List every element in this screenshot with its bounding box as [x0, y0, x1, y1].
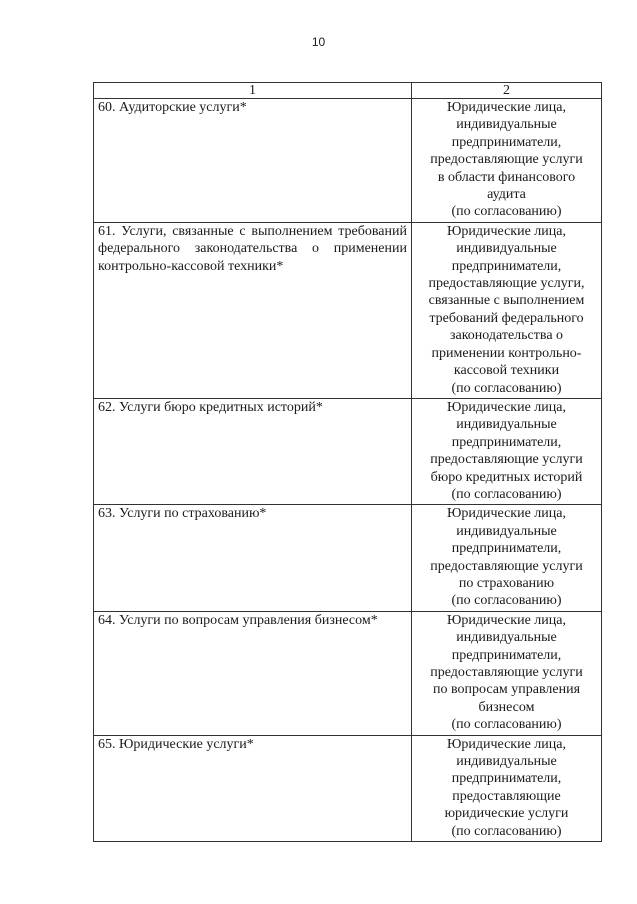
services-table — [93, 82, 602, 842]
provider-line: применении контрольно- — [431, 345, 582, 361]
provider-line: предоставляющие услуги — [430, 452, 583, 468]
provider-line: предоставляющие услуги — [430, 152, 583, 168]
provider-line: (по согласованию) — [451, 380, 562, 396]
table-row — [94, 398, 602, 504]
provider-cell — [412, 611, 602, 735]
provider-line: предоставляющие услуги — [430, 665, 583, 680]
table-row — [94, 99, 602, 223]
provider-line: Юридические лица, — [446, 506, 566, 522]
provider-line: индивидуальные — [456, 417, 557, 433]
provider-line: индивидуальные — [456, 241, 557, 257]
provider-cell — [412, 222, 602, 398]
provider-line: индивидуальные — [456, 754, 557, 770]
provider-line: предприниматели, — [451, 258, 562, 274]
provider-line: законодательства о — [449, 328, 564, 344]
provider-line: Юридические лица, — [446, 612, 566, 628]
provider-line: требований федерального — [429, 310, 584, 326]
service-cell: 65. Юридические услуги* — [94, 735, 412, 841]
service-cell: 63. Услуги по страхованию* — [94, 505, 412, 611]
provider-line: Юридические лица, — [446, 223, 566, 239]
provider-line: по страхованию — [458, 575, 555, 591]
provider-line: (по согласованию) — [451, 486, 562, 502]
provider-line: юридические услуги — [444, 806, 569, 822]
table-header-row — [94, 83, 602, 99]
service-cell: 64. Услуги по вопросам управления бизнесом* — [94, 611, 412, 735]
provider-line: предоставляющие услуги, — [428, 276, 585, 292]
service-cell: 60. Аудиторские услуги* — [94, 99, 412, 223]
provider-line: предоставляющие — [452, 788, 561, 804]
provider-line: предприниматели, — [451, 434, 562, 450]
provider-line: аудита — [487, 187, 526, 203]
provider-line: Юридические лица, — [446, 100, 566, 115]
provider-cell — [412, 398, 602, 504]
provider-line: предприниматели, — [451, 647, 562, 663]
provider-line: предоставляющие услуги — [430, 558, 583, 574]
provider-line: по вопросам управления — [432, 682, 581, 698]
provider-line: Юридические лица, — [446, 736, 566, 752]
provider-cell — [412, 735, 602, 841]
column-header-1: 1 — [94, 83, 412, 99]
provider-line: (по согласованию) — [451, 717, 562, 733]
column-header-2: 2 — [412, 83, 602, 99]
provider-line: индивидуальные — [456, 630, 557, 646]
provider-line: в области финансового — [437, 169, 576, 185]
provider-line: предприниматели, — [451, 771, 562, 787]
provider-line: предприниматели, — [451, 134, 562, 150]
table-row — [94, 611, 602, 735]
table-row — [94, 222, 602, 398]
provider-line: предприниматели, — [451, 541, 562, 557]
provider-line: индивидуальные — [456, 523, 557, 539]
provider-line: связанные с выполнением — [428, 293, 585, 309]
provider-cell — [412, 99, 602, 223]
provider-line: (по согласованию) — [451, 204, 562, 220]
provider-line: кассовой техники — [453, 363, 560, 379]
provider-line: (по согласованию) — [451, 593, 562, 609]
service-cell: 61. Услуги, связанные с выполнением требований федерального законодательства о применении контрольно-кассовой техники* — [94, 222, 412, 398]
table-row — [94, 505, 602, 611]
provider-line: индивидуальные — [456, 117, 557, 133]
table-row — [94, 735, 602, 841]
provider-line: (по согласованию) — [451, 823, 562, 839]
provider-line: Юридические лица, — [446, 399, 566, 415]
page-number: 10 — [311, 35, 326, 49]
provider-cell — [412, 505, 602, 611]
service-cell: 62. Услуги бюро кредитных историй* — [94, 398, 412, 504]
provider-line: бюро кредитных историй — [430, 469, 583, 485]
provider-line: бизнесом — [478, 699, 535, 715]
